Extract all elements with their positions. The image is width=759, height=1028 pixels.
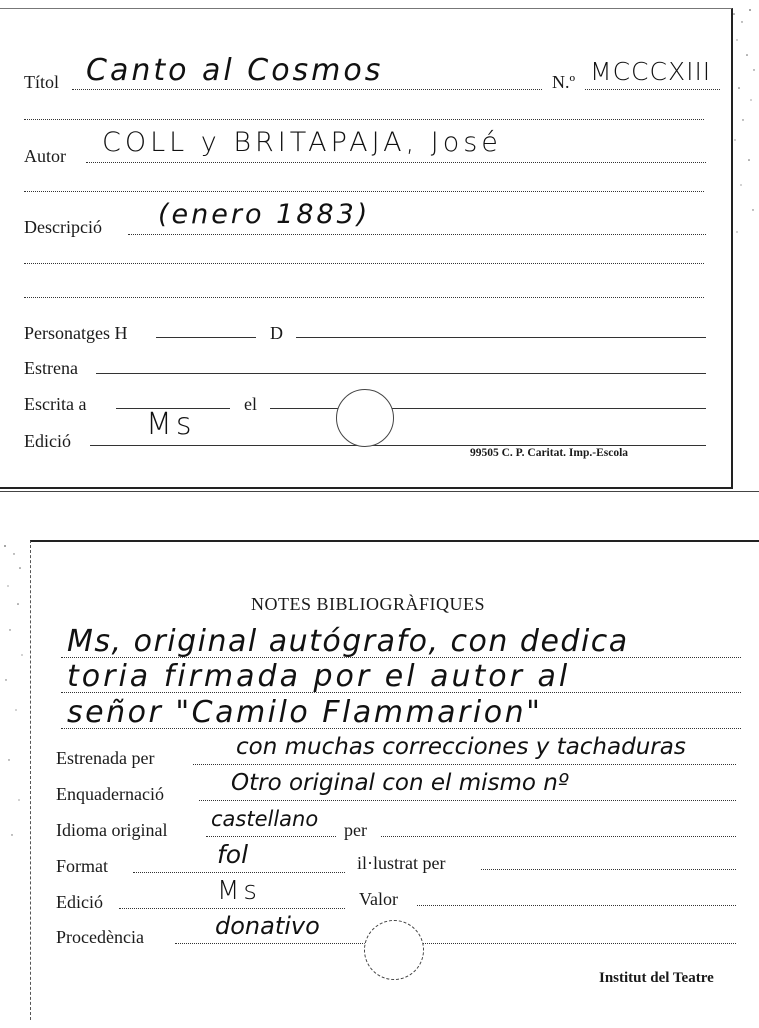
titol-line-2 (24, 119, 704, 120)
descripcio-value: (enero 1883) (158, 199, 371, 230)
catalog-card-back (30, 540, 759, 1020)
descripcio-line-2 (24, 263, 704, 264)
estrenada-per-line (193, 764, 736, 765)
autor-line (86, 162, 706, 163)
notes-text-1: Ms, original autógrafo, con dedica (67, 624, 629, 659)
edicio2-line (119, 908, 345, 909)
notes-text-3: señor "Camilo Flammarion" (67, 695, 543, 730)
idioma-original-value: castellano (211, 807, 319, 831)
numero-value: MCCCXIII (590, 57, 712, 86)
per-label: per (344, 820, 367, 840)
procedencia-value: donativo (215, 912, 320, 940)
scan-noise-left (0, 540, 28, 860)
enquadernacio-value: Otro original con el mismo nº (231, 770, 569, 796)
estrenada-per-value: con muchas correcciones y tachaduras (236, 734, 686, 760)
idioma-original-line (206, 836, 336, 837)
descripcio-line-3 (24, 297, 704, 298)
estrenada-per-label: Estrenada per (56, 748, 155, 768)
personatges-h-line (156, 337, 256, 338)
format-label: Format (56, 856, 108, 876)
notes-heading: NOTES BIBLIOGRÀFIQUES (251, 594, 486, 614)
format-line (133, 872, 345, 873)
edicio2-value: Ms (217, 876, 261, 906)
format-value: fol (217, 840, 249, 869)
personatges-d-line (296, 337, 706, 338)
enquadernacio-line (199, 800, 736, 801)
punch-hole (336, 389, 394, 447)
edicio-value: Ms (146, 407, 196, 442)
illustrat-per-label: il·lustrat per (357, 853, 446, 873)
el-label: el (244, 394, 257, 414)
enquadernacio-label: Enquadernació (56, 784, 164, 804)
personatges-d-label: D (270, 323, 283, 343)
idioma-original-label: Idioma original (56, 820, 168, 840)
estrena-line (96, 373, 706, 374)
institution-footer: Institut del Teatre (599, 970, 714, 986)
autor-value: COLL y BRITAPAJA, José (102, 127, 502, 158)
descripcio-line (128, 234, 706, 235)
notes-text-2: toria firmada por el autor al (67, 659, 571, 694)
per-line (381, 836, 736, 837)
numero-line (585, 89, 720, 90)
card-divider (0, 491, 759, 492)
edicio-line (90, 445, 706, 446)
el-line (270, 408, 706, 409)
illustrat-per-line (481, 869, 736, 870)
autor-line-2 (24, 191, 704, 192)
printer-note: 99505 C. P. Caritat. Imp.-Escola (470, 447, 629, 459)
numero-label: N.º (552, 72, 576, 92)
procedencia-label: Procedència (56, 927, 144, 947)
escrita-a-label: Escrita a (24, 394, 87, 414)
autor-label: Autor (24, 146, 66, 166)
descripcio-label: Descripció (24, 217, 102, 237)
personatges-h-label: Personatges H (24, 323, 128, 343)
scan-noise-right (728, 0, 759, 300)
valor-line (417, 905, 736, 906)
valor-label: Valor (359, 889, 398, 909)
procedencia-line-2 (423, 943, 736, 944)
procedencia-line (175, 943, 365, 944)
edicio-label: Edició (24, 431, 71, 451)
titol-value: Canto al Cosmos (86, 53, 384, 88)
edicio2-label: Edició (56, 892, 103, 912)
catalog-card-front (0, 8, 733, 489)
titol-line (72, 89, 542, 90)
estrena-label: Estrena (24, 358, 78, 378)
punch-hole-2 (364, 920, 424, 980)
titol-label: Títol (24, 72, 59, 92)
